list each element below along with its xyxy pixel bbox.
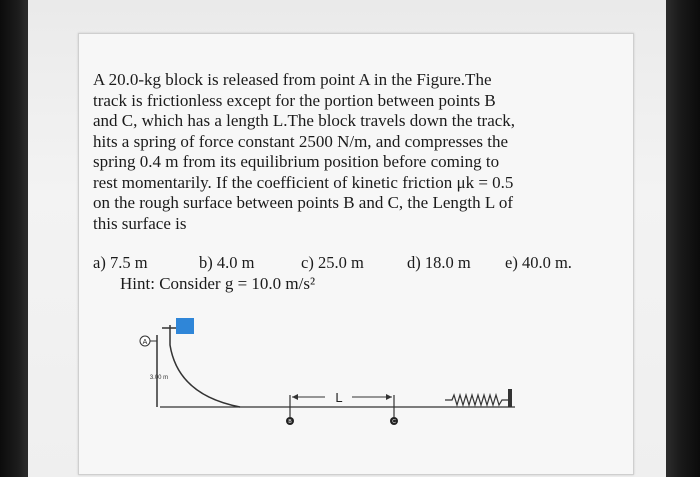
problem-line: on the rough surface between points B and C, the Length L of: [93, 193, 514, 212]
problem-text: [93, 70, 593, 234]
problem-line: A 20.0-kg block is released from point A in the Figure.The: [93, 70, 492, 89]
problem-line: this surface is: [93, 213, 187, 233]
problem-line: rest momentarily. If the coefficient of kinetic friction μk = 0.5: [93, 172, 514, 192]
block: [176, 318, 194, 334]
option-c: c) 25.0 m: [301, 253, 364, 272]
length-arrow-right: [386, 394, 392, 400]
height-label: 3.00 m: [149, 375, 169, 381]
point-b-label: B: [288, 419, 292, 425]
track-figure: [130, 315, 570, 433]
option-e: e) 40.0 m.: [505, 253, 572, 272]
spring-wall: [508, 389, 512, 407]
problem-line: track is frictionless except for the portion between points B: [93, 90, 496, 110]
spring: [445, 395, 508, 405]
hint-text: Hint: Consider g = 10.0 m/s²: [120, 274, 316, 293]
option-d: d) 18.0 m: [407, 253, 471, 272]
length-label: L: [335, 390, 343, 405]
point-c-label: C: [392, 419, 396, 425]
answer-options: [93, 253, 613, 275]
problem-line: spring 0.4 m from its equilibrium position before coming to: [93, 152, 500, 171]
option-b: b) 4.0 m: [199, 253, 255, 272]
point-a-label: A: [142, 339, 148, 346]
problem-line: and C, which has a length L.The block travels down the track,: [93, 111, 516, 130]
length-arrow-left: [292, 394, 298, 400]
option-a: a) 7.5 m: [93, 253, 148, 272]
problem-line: hits a spring of force constant 2500 N/m, and compresses the: [93, 131, 508, 151]
curved-track: [170, 325, 240, 407]
